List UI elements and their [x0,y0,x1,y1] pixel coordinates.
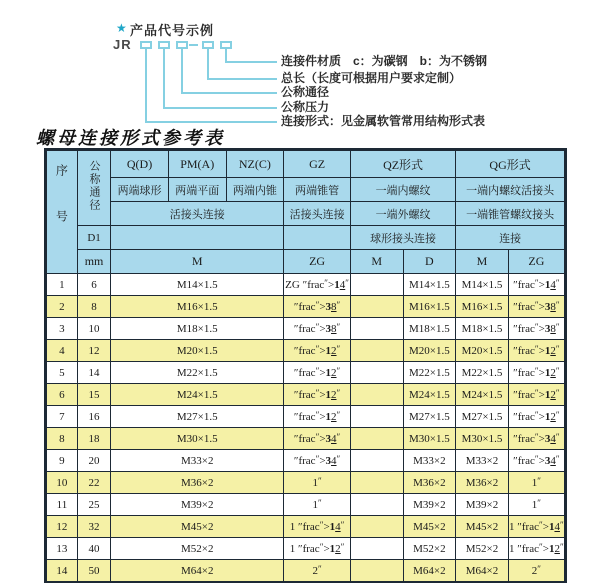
code-box [176,41,188,49]
label-total-length: 总长（长度可根据用户要求定制） [281,71,462,85]
code-separator [189,44,198,46]
connector-line [207,78,277,80]
cell-qg-zg: ″frac″>12″ [508,384,565,406]
cell-qz-d: M16×1.5 [403,296,456,318]
table-row [46,472,565,494]
cell-dn-mm: 22 [77,472,110,494]
cell-seq: 10 [46,472,77,494]
star-icon: ★ [116,21,127,35]
cell-qz-d: M39×2 [403,494,456,516]
header-unit-zg: ZG [284,250,351,274]
connector-line [163,49,165,109]
connector-line [145,121,277,123]
cell-qz-d: M24×1.5 [403,384,456,406]
header-end-type: 两端平面 [168,178,226,202]
cell-qg-zg: ″frac″>38″ [508,296,565,318]
cell-gz-zg: ″frac″>34″ [284,450,351,472]
cell-m: M24×1.5 [111,384,284,406]
cell-gz-zg: ″frac″>34″ [284,428,351,450]
cell-m: M27×1.5 [111,406,284,428]
cell-qg-m: M33×2 [456,450,509,472]
cell-qg-zg: ″frac″>38″ [508,318,565,340]
cell-qg-zg: 2″ [508,560,565,583]
header-end-type: 两端内锥 [226,178,284,202]
cell-qg-zg: 1″ [508,472,565,494]
nut-connection-table [45,149,566,583]
cell-m: M39×2 [111,494,284,516]
cell-m: M52×2 [111,538,284,560]
table-row [46,318,565,340]
cell-qg-zg: 1 ″frac″>12″ [508,538,565,560]
header-group-nzc: NZ(C) [226,150,284,178]
cell-dn-mm: 12 [77,340,110,362]
header-group-gz: GZ [284,150,351,178]
table-row [46,428,565,450]
cell-qz-m [350,472,403,494]
cell-qz-d: M30×1.5 [403,428,456,450]
cell-gz-zg: 1 ″frac″>14″ [284,516,351,538]
header-conn-type: 连接 [456,226,565,250]
cell-seq: 5 [46,362,77,384]
header-group-qg: QG形式 [456,150,565,178]
cell-dn-mm: 8 [77,296,110,318]
code-box [202,41,214,49]
header-conn-type: 活接头连接 [111,202,284,226]
cell-m: M18×1.5 [111,318,284,340]
cell-seq: 8 [46,428,77,450]
cell-qz-m [350,538,403,560]
cell-qg-zg: ″frac″>12″ [508,406,565,428]
connector-line [145,49,147,123]
cell-dn-mm: 6 [77,274,110,296]
cell-m: M30×1.5 [111,428,284,450]
cell-qg-m: M16×1.5 [456,296,509,318]
cell-gz-zg: 1 ″frac″>12″ [284,538,351,560]
cell-seq: 1 [46,274,77,296]
cell-m: M16×1.5 [111,296,284,318]
table-title: 螺母连接形式参考表 [36,128,225,148]
cell-qg-m: M27×1.5 [456,406,509,428]
cell-qz-d: M64×2 [403,560,456,583]
header-empty [284,226,351,250]
header-conn-type: 一端外螺纹 [350,202,455,226]
cell-seq: 2 [46,296,77,318]
cell-seq: 14 [46,560,77,583]
cell-seq: 4 [46,340,77,362]
cell-qz-d: M20×1.5 [403,340,456,362]
table-row [46,516,565,538]
cell-qz-m [350,296,403,318]
cell-qz-m [350,494,403,516]
cell-dn-mm: 32 [77,516,110,538]
cell-qz-d: M45×2 [403,516,456,538]
cell-m: M14×1.5 [111,274,284,296]
cell-dn-mm: 20 [77,450,110,472]
header-unit-zg: ZG [508,250,565,274]
table-row [46,362,565,384]
cell-dn-mm: 50 [77,560,110,583]
cell-qz-m [350,428,403,450]
cell-qg-m: M39×2 [456,494,509,516]
cell-qg-m: M52×2 [456,538,509,560]
cell-qg-m: M36×2 [456,472,509,494]
cell-qz-m [350,318,403,340]
cell-gz-zg: ″frac″>38″ [284,318,351,340]
table-row [46,296,565,318]
cell-dn-mm: 25 [77,494,110,516]
cell-gz-zg: ″frac″>38″ [284,296,351,318]
header-unit-m: M [456,250,509,274]
header-mm: mm [77,250,110,274]
cell-qg-zg: ″frac″>14″ [508,274,565,296]
cell-seq: 3 [46,318,77,340]
header-end-type: 两端球形 [111,178,169,202]
header-conn-type: 活接头连接 [284,202,351,226]
cell-qz-d: M33×2 [403,450,456,472]
cell-seq: 12 [46,516,77,538]
cell-qg-zg: ″frac″>34″ [508,450,565,472]
cell-dn-mm: 14 [77,362,110,384]
cell-qg-zg: ″frac″>12″ [508,362,565,384]
table-row [46,494,565,516]
cell-gz-zg: 1″ [284,472,351,494]
cell-seq: 9 [46,450,77,472]
cell-qz-m [350,450,403,472]
cell-qg-m: M18×1.5 [456,318,509,340]
header-group-qz: QZ形式 [350,150,455,178]
header-unit-d: D [403,250,456,274]
cell-dn-mm: 16 [77,406,110,428]
cell-qz-m [350,406,403,428]
cell-gz-zg: ZG ″frac″>14″ [284,274,351,296]
header-d1: D1 [77,226,110,250]
code-box [158,41,170,49]
table-row [46,274,565,296]
connector-line [163,107,277,109]
cell-qg-zg: ″frac″>12″ [508,340,565,362]
table-row [46,450,565,472]
cell-qz-m [350,560,403,583]
table-row [46,340,565,362]
header-group-qd: Q(D) [111,150,169,178]
cell-m: M33×2 [111,450,284,472]
header-end-type: 两端锥管 [284,178,351,202]
cell-qg-m: M20×1.5 [456,340,509,362]
cell-dn-mm: 18 [77,428,110,450]
cell-qg-m: M30×1.5 [456,428,509,450]
code-prefix: JR [113,37,132,52]
header-empty [111,226,284,250]
header-end-type: 一端内螺纹 [350,178,455,202]
cell-qg-m: M14×1.5 [456,274,509,296]
cell-seq: 6 [46,384,77,406]
cell-qz-m [350,384,403,406]
cell-dn-mm: 15 [77,384,110,406]
table-row [46,538,565,560]
header-unit-m: M [350,250,403,274]
cell-qg-zg: 1 ″frac″>14″ [508,516,565,538]
connector-line [207,49,209,80]
cell-seq: 7 [46,406,77,428]
table-row [46,384,565,406]
code-box [140,41,152,49]
header-end-type: 一端内螺纹活接头 [456,178,565,202]
header-seq: 序号 [46,150,77,274]
cell-gz-zg: ″frac″>12″ [284,406,351,428]
label-nominal-diameter: 公称通径 [281,85,330,99]
cell-m: M22×1.5 [111,362,284,384]
cell-qz-d: M52×2 [403,538,456,560]
table-body [46,274,565,583]
cell-qg-zg: ″frac″>34″ [508,428,565,450]
code-box [220,41,232,49]
cell-qz-m [350,362,403,384]
cell-qz-m [350,274,403,296]
label-material: 连接件材质 c：为碳钢 b：为不锈钢 [281,54,488,68]
cell-qz-m [350,516,403,538]
cell-qg-m: M45×2 [456,516,509,538]
cell-gz-zg: ″frac″>12″ [284,362,351,384]
cell-m: M45×2 [111,516,284,538]
cell-seq: 13 [46,538,77,560]
cell-qg-zg: 1″ [508,494,565,516]
cell-seq: 11 [46,494,77,516]
header-unit-m: M [111,250,284,274]
table-header [46,150,565,274]
cell-m: M64×2 [111,560,284,583]
cell-dn-mm: 40 [77,538,110,560]
cell-m: M36×2 [111,472,284,494]
header-conn-type: 球形接头连接 [350,226,455,250]
header-nominal-diameter: 公称通径 [77,150,110,226]
label-nominal-pressure: 公称压力 [281,100,330,114]
cell-gz-zg: ″frac″>12″ [284,384,351,406]
table-row [46,406,565,428]
connector-line [181,92,277,94]
cell-gz-zg: 1″ [284,494,351,516]
diagram-title: 产品代号示例 [130,23,215,38]
connector-line [181,49,183,94]
cell-gz-zg: 2″ [284,560,351,583]
cell-qz-d: M18×1.5 [403,318,456,340]
cell-m: M20×1.5 [111,340,284,362]
cell-qz-d: M22×1.5 [403,362,456,384]
cell-qg-m: M22×1.5 [456,362,509,384]
cell-qg-m: M64×2 [456,560,509,583]
cell-qz-d: M14×1.5 [403,274,456,296]
cell-qz-d: M27×1.5 [403,406,456,428]
cell-qz-d: M36×2 [403,472,456,494]
connector-line [225,61,277,63]
cell-qz-m [350,340,403,362]
cell-dn-mm: 10 [77,318,110,340]
cell-qg-m: M24×1.5 [456,384,509,406]
cell-gz-zg: ″frac″>12″ [284,340,351,362]
label-connection-form: 连接形式：见金属软管常用结构形式表 [281,114,486,128]
table-row [46,560,565,583]
header-conn-type: 一端锥管螺纹接头 [456,202,565,226]
header-group-pma: PM(A) [168,150,226,178]
